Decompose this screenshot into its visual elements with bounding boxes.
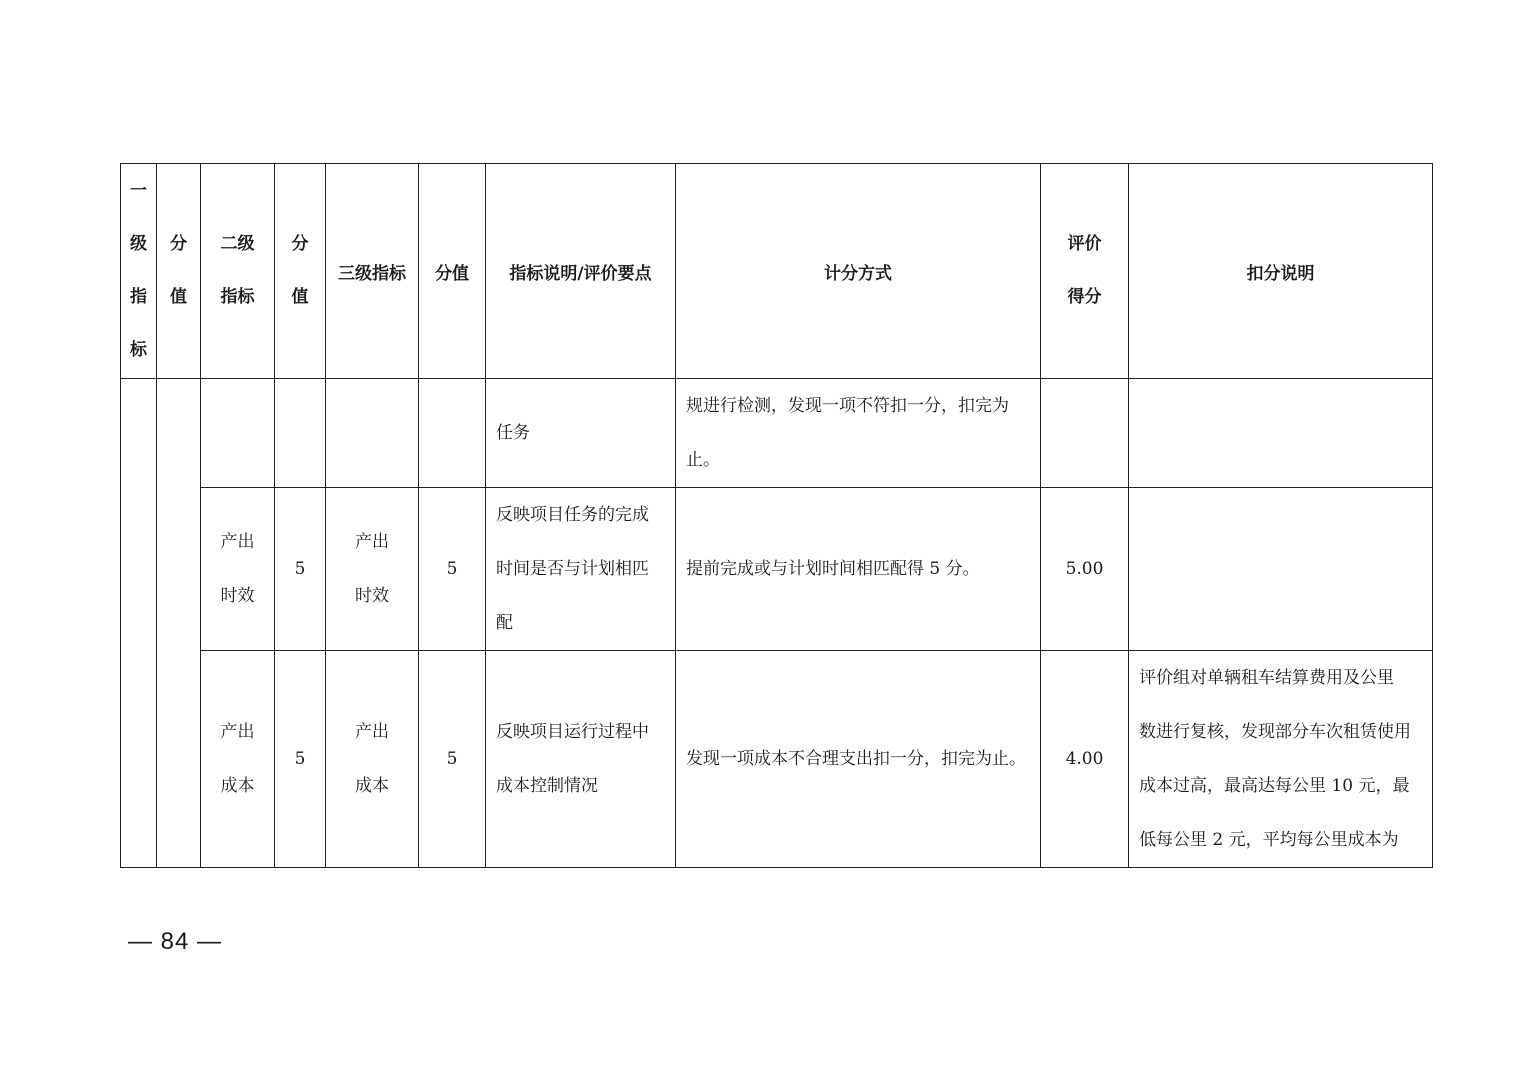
method-cell: 提前完成或与计划时间相匹配得 5 分。 — [676, 488, 1041, 651]
method-cell: 发现一项成本不合理支出扣一分，扣完为止。 — [676, 651, 1041, 868]
level1-cell — [121, 379, 157, 868]
deduction-cell: 评价组对单辆租车结算费用及公里 数进行复核，发现部分车次租赁使用 成本过高，最高达每公里 10 元，最 低每公里 2 元，平均每公里成本为 — [1129, 651, 1433, 868]
header-deduction: 扣分说明 — [1129, 164, 1433, 379]
header-level3: 三级指标 — [326, 164, 419, 379]
level2-cell — [201, 379, 275, 488]
header-evaluation-score: 评价 得分 — [1041, 164, 1129, 379]
table-row — [121, 488, 1433, 651]
score2-cell: 5 — [275, 651, 326, 868]
header-score1: 分 值 — [157, 164, 201, 379]
score1-cell — [157, 379, 201, 868]
header-row — [121, 164, 1433, 379]
score2-cell: 5 — [275, 488, 326, 651]
score-cell: 5.00 — [1041, 488, 1129, 651]
score3-cell: 5 — [419, 488, 486, 651]
level3-cell — [326, 379, 419, 488]
description-cell: 反映项目运行过程中 成本控制情况 — [486, 651, 676, 868]
header-method: 计分方式 — [676, 164, 1041, 379]
table-row — [121, 379, 1433, 488]
header-score3: 分值 — [419, 164, 486, 379]
header-score2: 分 值 — [275, 164, 326, 379]
deduction-cell — [1129, 488, 1433, 651]
evaluation-table — [120, 163, 1433, 868]
score2-cell — [275, 379, 326, 488]
score3-cell: 5 — [419, 651, 486, 868]
header-description: 指标说明/评价要点 — [486, 164, 676, 379]
page-number: — 84 — — [128, 928, 223, 955]
deduction-cell — [1129, 379, 1433, 488]
level2-cell: 产出 成本 — [201, 651, 275, 868]
method-cell: 规进行检测，发现一项不符扣一分，扣完为 止。 — [676, 379, 1041, 488]
score-cell: 4.00 — [1041, 651, 1129, 868]
level3-cell: 产出 成本 — [326, 651, 419, 868]
level2-cell: 产出 时效 — [201, 488, 275, 651]
score-cell — [1041, 379, 1129, 488]
level3-cell: 产出 时效 — [326, 488, 419, 651]
score3-cell — [419, 379, 486, 488]
description-cell: 反映项目任务的完成 时间是否与计划相匹 配 — [486, 488, 676, 651]
header-level2: 二级 指标 — [201, 164, 275, 379]
table-row — [121, 651, 1433, 868]
description-cell: 任务 — [486, 379, 676, 488]
header-level1: 一 级 指 标 — [121, 164, 157, 379]
